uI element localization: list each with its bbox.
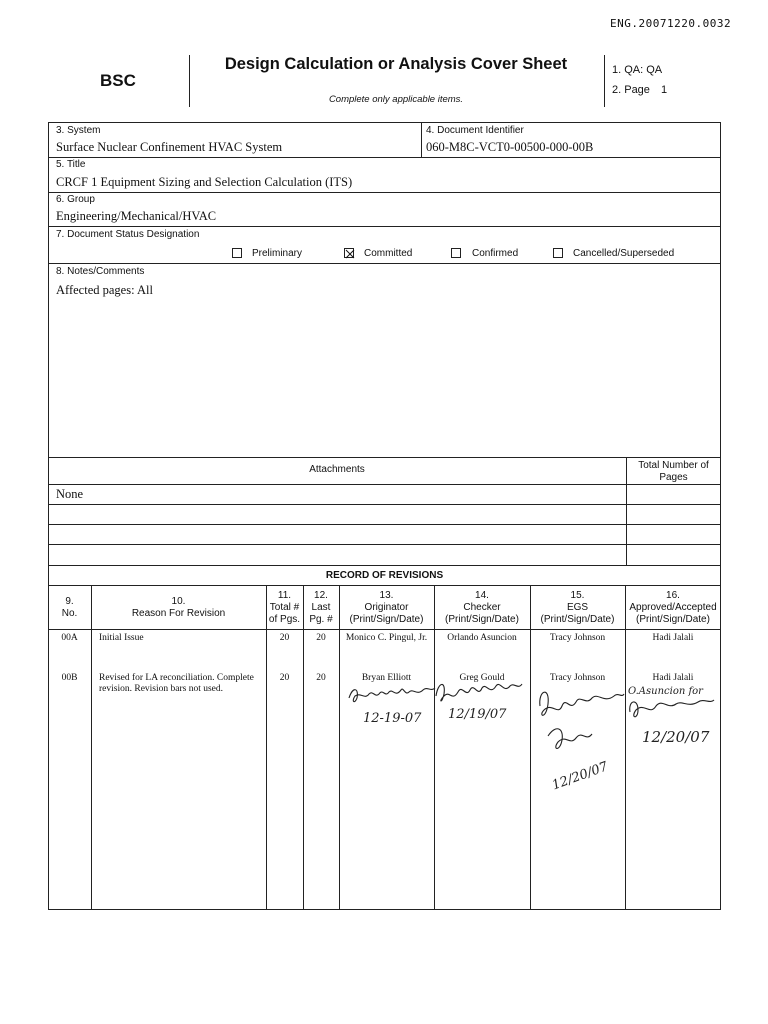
rev-00b-last: 20	[316, 673, 326, 683]
rev-00b-reason: Revised for LA reconciliation. Complete revision. Revision bars not used.	[99, 673, 254, 694]
total-pages-header-line2: Pages	[659, 472, 688, 483]
document-identifier-value: 060-M8C-VCT0-00500-000-00B	[426, 140, 594, 154]
rev-00a-egs: Tracy Johnson	[549, 633, 606, 643]
rev-00a-total: 20	[279, 633, 290, 643]
egs-signature	[528, 676, 628, 796]
attachments-header: Attachments	[309, 464, 365, 475]
attachment-row-1: None	[56, 487, 84, 501]
rev-00b-originator: Bryan Elliott	[361, 673, 412, 683]
page-title: Design Calculation or Analysis Cover Sheet	[224, 55, 568, 73]
page-label: 2. Page	[612, 84, 650, 96]
rev-00a-reason: Initial Issue	[99, 633, 144, 643]
rev-00b-egs: Tracy Johnson	[549, 673, 606, 683]
approver-signature-date: 12/20/07	[642, 728, 710, 746]
system-value: Surface Nuclear Confinement HVAC System	[56, 140, 283, 154]
total-pages-header-line1: Total Number of	[638, 460, 709, 471]
committed-label: Committed	[364, 248, 413, 259]
col-header-last-page: 12. Last Pg. #	[309, 590, 333, 625]
rev-00a-approved: Hadi Jalali	[652, 633, 694, 643]
col-header-no: 9. No.	[61, 596, 78, 619]
col-header-originator: 13. Originator (Print/Sign/Date)	[349, 590, 424, 625]
page-subtitle: Complete only applicable items.	[328, 94, 464, 105]
preliminary-label: Preliminary	[252, 248, 303, 259]
revisions-title: RECORD OF REVISIONS	[325, 570, 444, 581]
status-label: 7. Document Status Designation	[56, 229, 200, 240]
col-header-total-pages: 11. Total # of Pgs.	[268, 590, 301, 625]
confirmed-label: Confirmed	[472, 248, 519, 259]
originator-signature-date: 12-19-07	[363, 711, 422, 726]
confirmed-checkbox[interactable]	[451, 248, 461, 258]
title-label: 5. Title	[56, 159, 86, 170]
group-label: 6. Group	[56, 194, 95, 205]
col-header-checker: 14. Checker (Print/Sign/Date)	[445, 590, 519, 625]
rev-00a-checker: Orlando Asuncion	[447, 633, 517, 643]
approver-signature	[622, 680, 718, 752]
notes-label: 8. Notes/Comments	[56, 266, 145, 277]
qa-value: QA	[646, 64, 663, 76]
rev-00b-approved: Hadi Jalali	[652, 673, 694, 683]
rev-00a-no: 00A	[61, 633, 78, 643]
page-value: 1	[660, 84, 668, 96]
rev-00a-last: 20	[316, 633, 326, 643]
col-header-egs: 15. EGS (Print/Sign/Date)	[540, 590, 615, 625]
checkmark-x-icon	[345, 249, 355, 259]
title-value: CRCF 1 Equipment Sizing and Selection Calculation (ITS)	[56, 175, 353, 189]
qa-label: 1. QA:	[612, 64, 644, 76]
rev-00b-total: 20	[279, 673, 290, 683]
checker-signature	[430, 676, 530, 724]
document-number: ENG.20071220.0032	[610, 17, 732, 30]
total-pages-header	[626, 460, 721, 484]
col-header-approved: 16. Approved/Accepted (Print/Sign/Date)	[629, 590, 717, 625]
company-name: BSC	[100, 71, 136, 90]
qa-field	[612, 64, 662, 76]
rev-00b-no: 00B	[61, 673, 78, 683]
egs-signature-date: 12/20/07	[550, 759, 611, 794]
notes-value: Affected pages: All	[56, 283, 153, 297]
system-label: 3. System	[56, 125, 101, 136]
originator-signature	[345, 682, 441, 732]
document-identifier-label: 4. Document Identifier	[426, 125, 524, 136]
preliminary-checkbox[interactable]	[232, 248, 242, 258]
checker-signature-date: 12/19/07	[448, 707, 507, 722]
page-number-field	[612, 84, 667, 96]
col-header-reason: 10. Reason For Revision	[131, 596, 226, 619]
group-value: Engineering/Mechanical/HVAC	[56, 209, 217, 223]
rev-00a-originator: Monico C. Pingul, Jr.	[345, 633, 428, 643]
cancelled-superseded-checkbox[interactable]	[553, 248, 563, 258]
rev-00b-checker: Greg Gould	[459, 673, 505, 683]
approver-signature-note: O.Asuncion for	[628, 686, 703, 697]
cancelled-superseded-label: Cancelled/Superseded	[573, 248, 675, 259]
committed-checkbox[interactable]	[344, 248, 354, 258]
